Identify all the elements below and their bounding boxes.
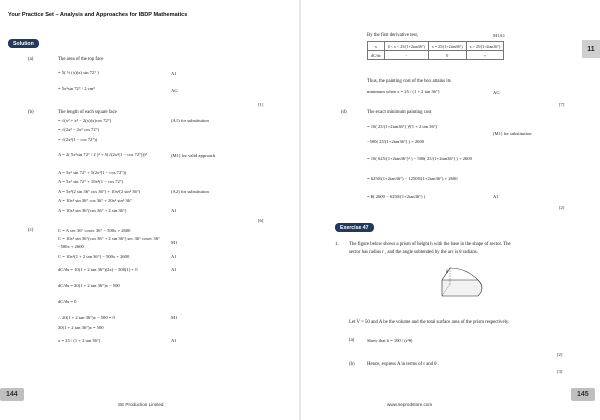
part-d-total: [2] xyxy=(559,205,565,210)
sign-table-cell: + xyxy=(466,51,504,60)
part-b-line: A = 2( 5x²sin 72° / 2 )² + 5(√(2x²(1 − cos 72°)))² xyxy=(58,152,147,157)
part-b-line: A = 5x²(2 sin 36° cos 36°) + 10x²(2 sin² 36°) xyxy=(58,189,141,194)
question-part-b-text: Hence, express A in terms of r and θ . xyxy=(367,362,439,367)
exercise-label: Exercise 47 xyxy=(335,223,374,232)
part-a-mark: AG xyxy=(171,88,178,93)
part-c-line: C = 10x²(1 + 2 tan 36°) − 500x + 2600 xyxy=(58,254,130,259)
figure-theta-label: θ xyxy=(446,270,449,275)
part-a-line: = 5( ½ (x)(x) sin 72° ) xyxy=(58,70,99,75)
part-b-mark: (A2) for substitution xyxy=(171,189,209,194)
sign-table-cell: 0 < x < 25/(1+2tan36°) xyxy=(384,42,428,51)
sign-table-cell: − xyxy=(384,51,428,60)
sign-table-cell: x > 25/(1+2tan36°) xyxy=(466,42,504,51)
part-c-mark: M1 xyxy=(171,240,178,245)
part-d-mark: A1 xyxy=(493,194,499,199)
part-c-line: C = 10x² sin 36°(cos 36° + 2 sin 36°) sec 36° cosec 36° xyxy=(58,236,160,241)
sign-table-cell: dC/dx xyxy=(368,51,385,60)
part-c-line: dC/dx = 0 xyxy=(58,299,77,304)
sign-table-cell: x = 25/(1+2tan36°) xyxy=(428,42,466,51)
part-b-label: (b) xyxy=(28,110,34,115)
page-header-title: Your Practice Set – Analysis and Approaches for IBDP Mathematics xyxy=(8,12,188,18)
part-a-text: The area of the top face xyxy=(58,57,104,62)
part-b-line: A = 5x² sin 72° + 10x²(1 − cos 72°) xyxy=(58,179,124,184)
part-d-line: = $( 2600 − 6250/(1+2tan36°) ) xyxy=(367,194,426,199)
part-d-mark: (M1) for substitution xyxy=(493,131,532,136)
question-part-b-mark: [3] xyxy=(557,369,563,374)
page-number-right: 145 xyxy=(571,388,595,401)
part-c-line: dC/dx = 10(1 + 2 tan 36°)(2x) − 500(1) + 0 xyxy=(58,267,138,272)
part-c-line: 20(1 + 2 tan 36°)x = 500 xyxy=(58,325,104,330)
sign-table-row xyxy=(368,51,504,60)
sign-table xyxy=(367,41,504,60)
part-c-line: −500x + 2600 xyxy=(58,244,84,249)
part-b-line: A = 5x² sin 72° + 5(2x²(1 − cos 72°)) xyxy=(58,170,127,175)
part-c-mark: A1 xyxy=(171,338,177,343)
part-b-mark: A1 xyxy=(171,208,177,213)
chapter-tab: 11 xyxy=(582,40,600,58)
part-b-line: = √(2x² − 2x² cos 72°) xyxy=(58,127,100,132)
question-part-a-label: (a) xyxy=(349,338,355,343)
part-d-line: = 10( 625/(1+2tan36°)² ) − 500( 25/(1+2tan36°) ) + 2600 xyxy=(367,156,472,161)
part-c-line: dC/dx = 20(1 + 2 tan 36°)x − 500 xyxy=(58,283,120,288)
page-number-left: 144 xyxy=(0,388,24,401)
question-text-1: The figure below shows a prism of height h with the base in the shape of sector. The xyxy=(349,242,511,247)
part-d-line: = 6250/(1+2tan36°) − 12500/(1+2tan36°) + 2600 xyxy=(367,176,458,181)
part-a-mark: A1 xyxy=(171,71,177,76)
let-text: Let V = 50 and A be the volume and the total surface area of the prism respectively. xyxy=(349,320,510,325)
sign-table-cell: 0 xyxy=(428,51,466,60)
part-b-total: [6] xyxy=(258,218,264,223)
part-b-text: The length of each square face xyxy=(58,110,117,115)
footer-left: SE Production Limited xyxy=(118,402,164,407)
painting-text: Thus, the painting cost of the box attains its xyxy=(367,79,451,84)
question-part-b-label: (b) xyxy=(349,362,355,367)
part-c-line: ∴ 20(1 + 2 tan 36°)x − 500 = 0 xyxy=(58,315,115,320)
part-d-line: −500( 25/(1+2tan36°) ) + 2600 xyxy=(367,139,425,144)
part-a-line: = 5x²sin 72° / 2 cm² xyxy=(58,86,95,91)
part-d-text: The exact minimum painting cost xyxy=(367,110,432,115)
part-d-label: (d) xyxy=(341,110,347,115)
minimum-text: minimum when x = 25 / (1 + 2 tan 36°) xyxy=(367,89,440,94)
part-c-label: (c) xyxy=(28,228,34,233)
part-c-line: C = A sec 36° cosec 36° − 500x + 2600 xyxy=(58,228,131,233)
part-b-line: = √(x² + x² − 2(x)(x)cos 72°) xyxy=(58,118,112,123)
question-part-a-mark: [2] xyxy=(557,352,563,357)
ag-mark: AG xyxy=(493,90,500,95)
right-page xyxy=(301,0,600,420)
question-part-a-text: Show that h = 100 / (r²θ) xyxy=(367,338,413,343)
question-text-2: sector has radius r , and the angle subtended by the arc is θ radians. xyxy=(349,250,478,255)
part-b-mark: (A1) for substitution xyxy=(171,118,209,123)
question-number: 1. xyxy=(335,242,339,247)
part-b-line: A = 10x² sin 36°(cos 36° + 2 sin 36°) xyxy=(58,208,127,213)
total-7: [7] xyxy=(559,102,565,107)
part-b-line: = √(2x²(1 − cos 72°)) xyxy=(58,137,98,142)
m1a1-mark: M1A1 xyxy=(493,33,505,38)
prism-figure xyxy=(426,262,496,312)
part-d-line: = 10( 25/(1+2tan36°) )²(1 + 2 tan 36°) xyxy=(367,124,438,129)
sign-table-row xyxy=(368,42,504,51)
sign-table-cell: x xyxy=(368,42,385,51)
part-c-line: x = 25 / (1 + 2 tan 36°) xyxy=(58,338,101,343)
part-a-label: (a) xyxy=(28,57,34,62)
part-b-line: A = 10x² sin 36° cos 36° + 20x² sin² 36° xyxy=(58,198,132,203)
part-b-mark: (M1) for valid approach xyxy=(171,153,216,158)
first-derivative-text: By the first derivative test, xyxy=(367,33,419,38)
part-c-mark: A1 xyxy=(171,254,177,259)
footer-right: www.seprodstore.com xyxy=(387,402,433,407)
part-c-mark: M1 xyxy=(171,315,178,320)
left-page xyxy=(0,0,299,420)
part-a-total: [1] xyxy=(258,102,264,107)
solution-label: Solution xyxy=(8,39,39,48)
part-c-mark: A1 xyxy=(171,267,177,272)
